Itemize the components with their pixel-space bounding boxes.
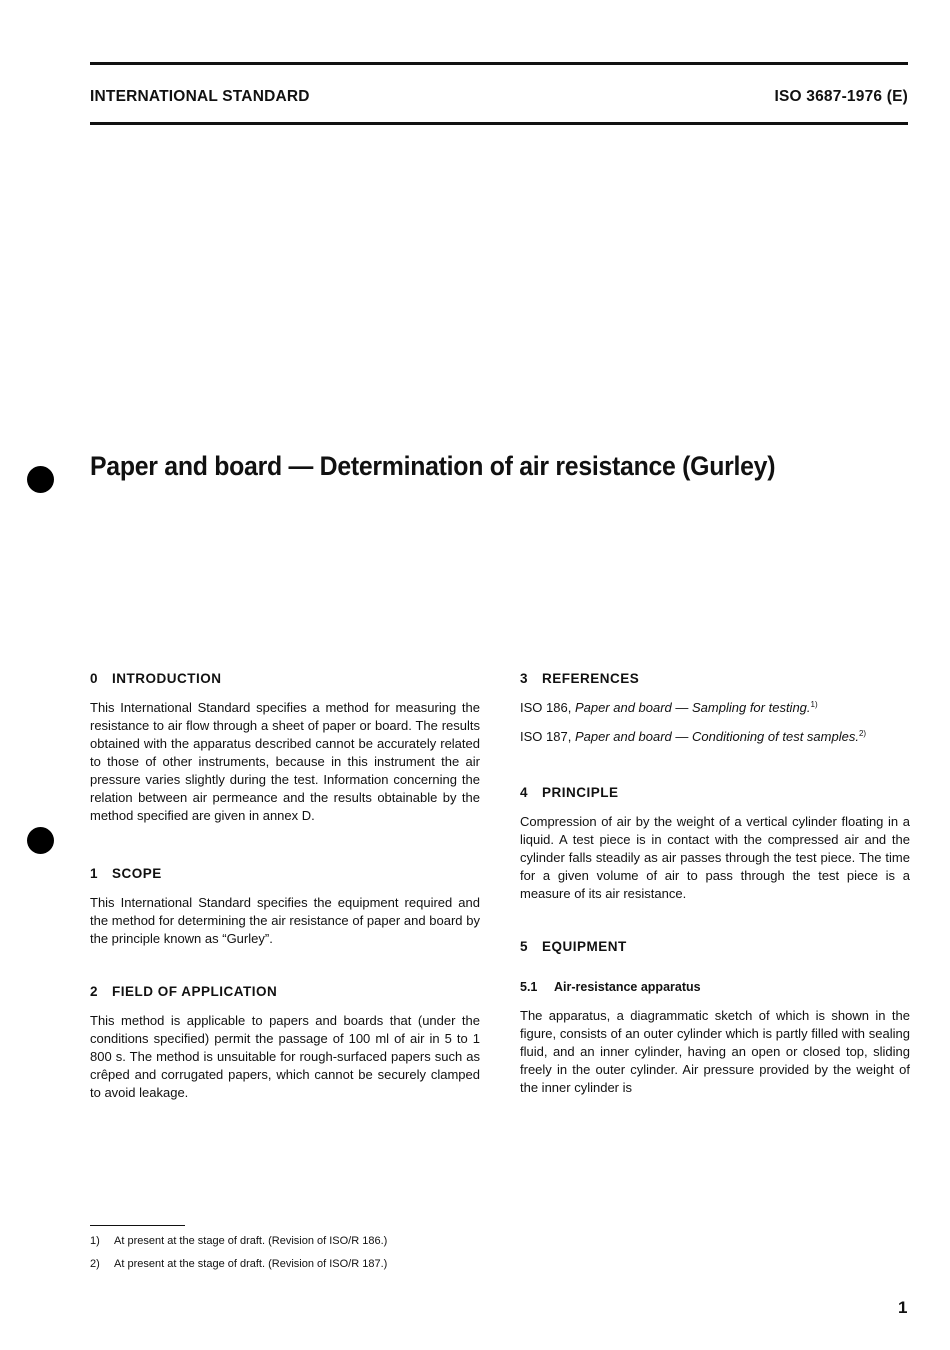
footnote-marker: 1) — [810, 700, 818, 709]
section-field-of-application — [90, 983, 480, 1102]
footnote-marker: 2) — [858, 729, 867, 738]
footnotes — [90, 1230, 387, 1276]
section-title: EQUIPMENT — [542, 939, 627, 954]
section-number: 4 — [520, 785, 529, 800]
section-heading — [90, 983, 480, 1001]
section-text: This International Standard specifies the equipment required and the method for determining the air resistance of paper and board by the principle known as “Gurley”. — [90, 895, 480, 946]
section-number: 2 — [90, 984, 99, 999]
footnote — [90, 1230, 387, 1253]
section-number: 5 — [520, 939, 529, 954]
section-text: Compression of air by the weight of a vertical cylinder floating in a liquid. A test piece is in contact with the compressed air and the cylinder falls steadily as air passes through the test piece. The time for a given volume of air to pass through the test piece is a measure of its air resistance. — [520, 814, 910, 901]
section-text: This International Standard specifies a method for measuring the resistance to air flow through a sheet of paper or board. The results obtained with the apparatus described cannot be accurately related to those of other instruments, because in this instrument the air pressure varies slightly during the test. Information concerning the relation between air permeance and the results obtainable by the method specified are given in annex D. — [90, 700, 480, 823]
punch-hole-icon — [27, 466, 54, 493]
reference-title: Paper and board — Sampling for testing. — [574, 700, 811, 715]
section-number: 0 — [90, 671, 99, 686]
section-title: FIELD OF APPLICATION — [112, 984, 278, 999]
header-standard-number: ISO 3687-1976 (E) — [774, 88, 908, 105]
section-number: 1 — [90, 866, 99, 881]
section-introduction — [90, 670, 480, 825]
footnote-rule — [90, 1225, 185, 1226]
reference-item — [520, 728, 910, 746]
section-scope — [90, 865, 480, 948]
reference-code: ISO 186, — [520, 700, 572, 715]
section-heading — [520, 670, 910, 688]
punch-hole-icon — [27, 827, 54, 854]
section-title: INTRODUCTION — [112, 671, 222, 686]
section-references — [520, 670, 910, 746]
subsection-number: 5.1 — [520, 980, 538, 994]
header-bottom-rule — [90, 122, 908, 125]
reference-code: ISO 187, — [520, 729, 572, 744]
document-title: Paper and board — Determination of air resistance (Gurley) — [90, 451, 776, 481]
section-title: PRINCIPLE — [542, 785, 619, 800]
section-title: REFERENCES — [542, 671, 640, 686]
section-heading — [90, 670, 480, 688]
section-principle — [520, 784, 910, 903]
section-text: This method is applicable to papers and boards that (under the conditions specified) permit the passage of 100 ml of air in 5 to 1 800 s. The method is unsuitable for rough-surfaced papers such as crêped and corrugated papers, which cannot be securely clamped to avoid leakage. — [90, 1013, 480, 1100]
footnote — [90, 1253, 387, 1276]
page-number: 1 — [898, 1298, 908, 1317]
section-number: 3 — [520, 671, 529, 686]
header-document-type: INTERNATIONAL STANDARD — [90, 88, 310, 105]
right-column — [520, 670, 910, 1097]
subsection-text: The apparatus, a diagrammatic sketch of which is shown in the figure, consists of an outer cylinder which is partly filled with sealing fluid, and an inner cylinder, having an open or closed top, sliding freely in the outer cylinder. Air pressure provided by the weight of the inner cylinder is — [520, 1008, 910, 1095]
reference-item — [520, 699, 910, 717]
section-equipment — [520, 938, 910, 1097]
footnote-number: 2) — [90, 1258, 100, 1270]
section-title: SCOPE — [112, 866, 162, 881]
reference-title: Paper and board — Conditioning of test samples. — [574, 729, 859, 744]
section-heading — [520, 784, 910, 802]
footnote-text: At present at the stage of draft. (Revision of ISO/R 187.) — [114, 1258, 388, 1270]
footnote-text: At present at the stage of draft. (Revision of ISO/R 186.) — [114, 1235, 388, 1247]
footnote-number: 1) — [90, 1235, 100, 1247]
subsection-title: Air-resistance apparatus — [554, 980, 701, 994]
header-top-rule — [90, 62, 908, 65]
section-heading — [520, 938, 910, 956]
section-heading — [90, 865, 480, 883]
subsection-heading — [520, 978, 910, 996]
left-column — [90, 670, 480, 1102]
